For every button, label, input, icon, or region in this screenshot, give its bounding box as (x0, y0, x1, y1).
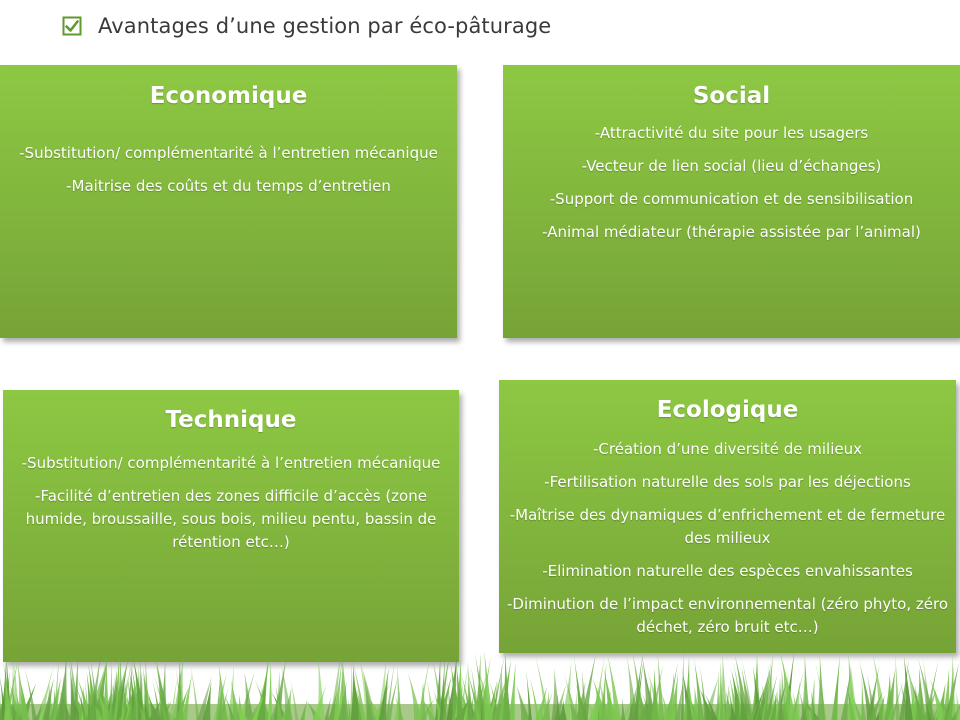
slide-title: Avantages d’une gestion par éco-pâturage (98, 14, 552, 38)
economique-line: -Substitution/ complémentarité à l’entretien mécanique (19, 144, 438, 162)
ecologique-line: -Diminution de l’impact environnemental (zéro phyto, zéro déchet, zéro bruit etc…) (507, 595, 949, 636)
ecologique-box (499, 380, 956, 653)
social-title: Social (692, 83, 771, 109)
ecologique-line: -Fertilisation naturelle des sols par les déjections (544, 473, 911, 491)
social-line: -Support de communication et de sensibilisation (549, 190, 914, 208)
ecologique-line: -Elimination naturelle des espèces envahissantes (542, 562, 913, 580)
technique-box (3, 390, 459, 662)
economique-line: -Maitrise des coûts et du temps d’entretien (66, 177, 391, 195)
checked-box-icon (62, 16, 82, 36)
social-line: -Animal médiateur (thérapie assistée par l’animal) (542, 223, 921, 241)
ecologique-line: -Maîtrise des dynamiques d’enfrichement et de fermeture des milieux (509, 506, 946, 547)
technique-title: Technique (165, 407, 297, 433)
economique-box (0, 65, 457, 338)
technique-line: -Facilité d’entretien des zones difficile d’accès (zone humide, broussaille, sous bois, milieu pentu, bassin de rétention etc…) (25, 487, 437, 551)
social-line: -Attractivité du site pour les usagers (594, 124, 869, 142)
economique-title: Economique (149, 83, 308, 109)
social-box (503, 65, 960, 338)
economique-lines (8, 142, 449, 198)
ecologique-title: Ecologique (656, 397, 799, 423)
social-line: -Vecteur de lien social (lieu d’échanges) (581, 157, 882, 175)
ecologique-line: -Création d’une diversité de milieux (592, 440, 862, 458)
technique-line: -Substitution/ complémentarité à l’entretien mécanique (21, 454, 441, 472)
technique-lines (11, 452, 451, 554)
ecologique-lines (507, 438, 948, 639)
grass-decoration (0, 640, 960, 720)
social-lines (507, 122, 956, 244)
slide-header (62, 12, 551, 40)
